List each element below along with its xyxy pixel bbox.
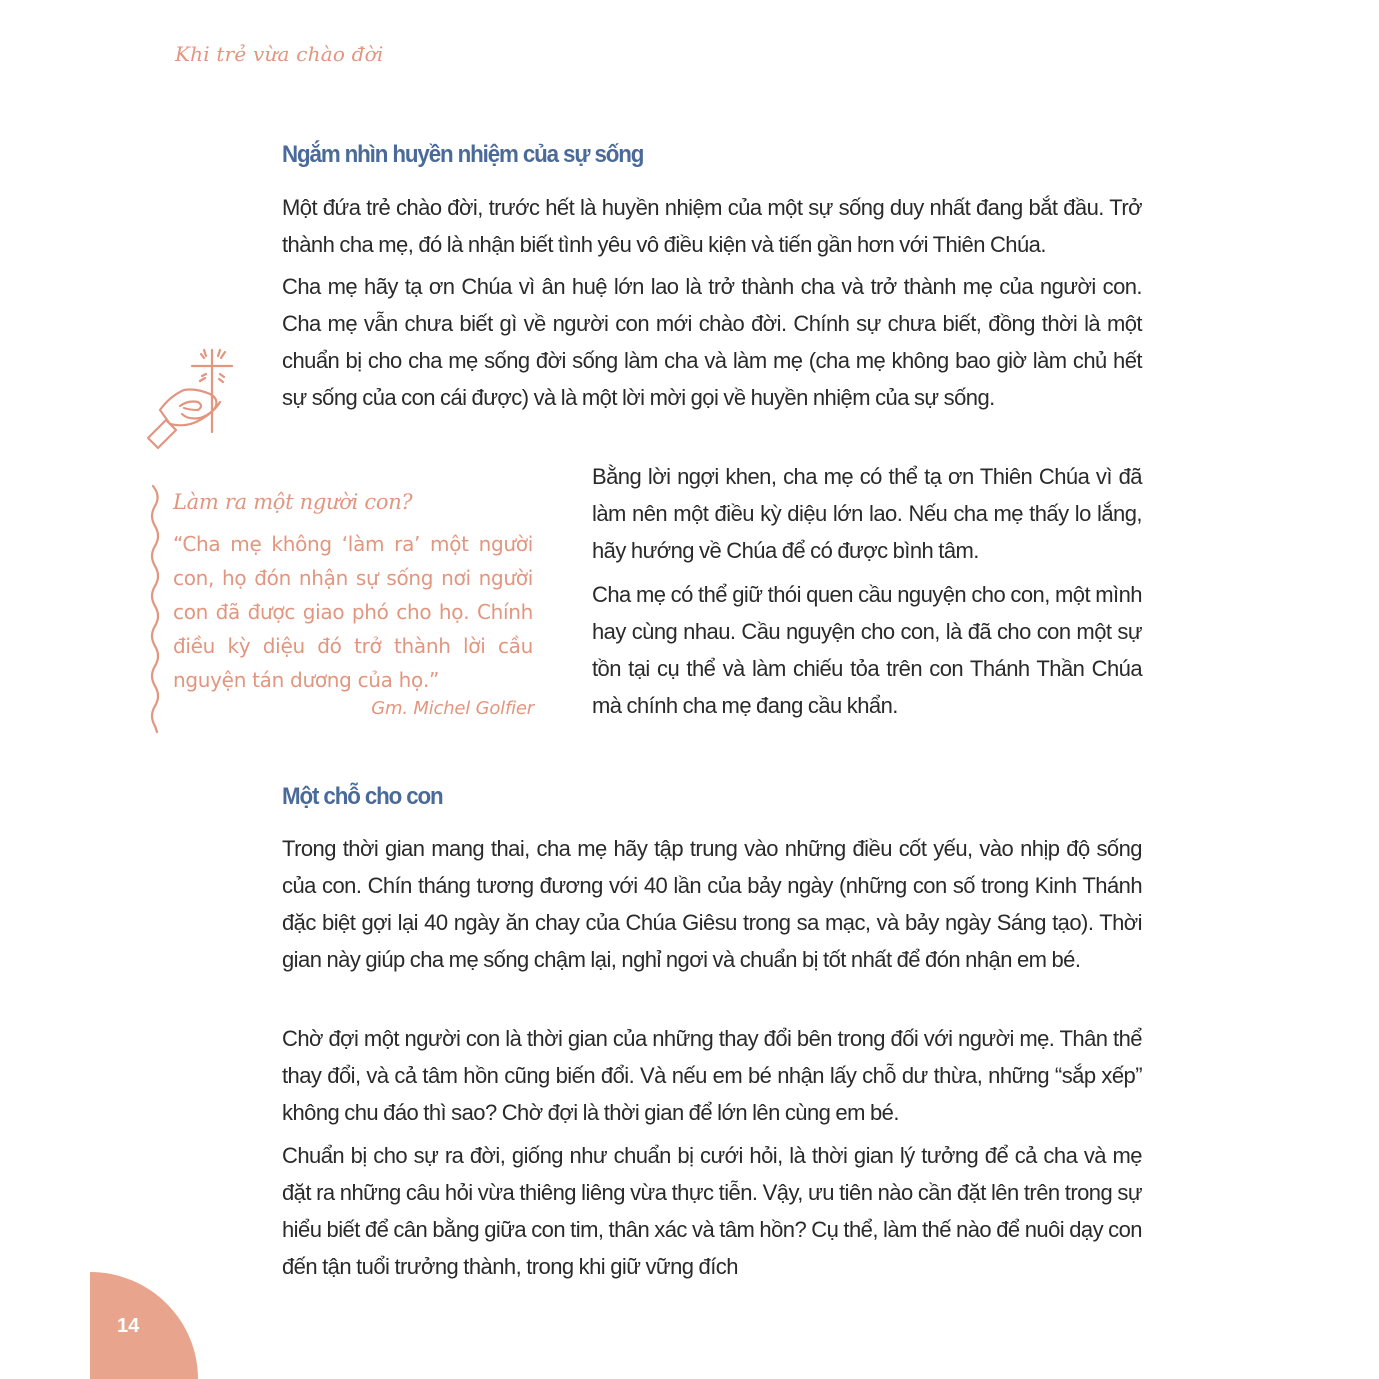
- section-heading-1: Ngắm nhìn huyền nhiệm của sự sống: [282, 141, 644, 168]
- section-heading-2: Một chỗ cho con: [282, 783, 443, 810]
- running-head: Khi trẻ vừa chào đời: [175, 42, 384, 66]
- paragraph: Cha mẹ có thể giữ thói quen cầu nguyện cho con, một mình hay cùng nhau. Cầu nguyện cho con, là đã cho con một sự tồn tại cụ thể và làm chiếu tỏa trên con Thánh Thần Chúa mà chính cha mẹ đang cầu khẩn.: [592, 582, 1142, 718]
- paragraph: Chờ đợi một người con là thời gian của những thay đổi bên trong đối với người mẹ. Thân thể thay đổi, và cả tâm hồn cũng biến đổi. Và nếu em bé nhận lấy chỗ dư thừa, những “sắp xếp” không chu đáo thì sao? Chờ đợi là thời gian để lớn lên cùng em bé.: [282, 1026, 1142, 1125]
- quote-text: “Cha mẹ không ‘làm ra’ một người con, họ đón nhận sự sống nơi người con đã được giao phó cho họ. Chính điều kỳ diệu đó trở thành lời cầu nguyện tán dương của họ.”: [173, 532, 533, 692]
- paragraph: Bằng lời ngợi khen, cha mẹ có thể tạ ơn Thiên Chúa vì đã làm nên một điều kỳ diệu lớn lao. Nếu cha mẹ thấy lo lắng, hãy hướng về Chúa để có được bình tâm.: [592, 464, 1142, 563]
- paragraph: Chuẩn bị cho sự ra đời, giống như chuẩn bị cưới hỏi, là thời gian lý tưởng để cả cha và mẹ đặt ra những câu hỏi vừa thiêng liêng vừa thực tiễn. Vậy, ưu tiên nào cần đặt lên trên trong sự hiểu biết để cân bằng giữa con tim, thân xác và tâm hồn? Cụ thể, làm thế nào để nuôi dạy con đến tận tuổi trưởng thành, trong khi giữ vững đích: [282, 1143, 1142, 1279]
- paragraph: Cha mẹ hãy tạ ơn Chúa vì ân huệ lớn lao là trở thành cha và trở thành mẹ của người con. Cha mẹ vẫn chưa biết gì về người con mới chào đời. Chính sự chưa biết, đồng thời là một chuẩn bị cho cha mẹ sống đời sống làm cha và làm mẹ (cha mẹ không bao giờ làm chủ hết sự sống của con cái được) và là một lời mời gọi về huyền nhiệm của sự sống.: [282, 274, 1142, 410]
- quote-title: Làm ra một người con?: [173, 490, 413, 514]
- page-number: 14: [117, 1315, 140, 1337]
- hand-holding-cross-icon: [140, 340, 250, 455]
- quote-author: Gm. Michel Golfier: [371, 698, 534, 719]
- paragraph: Một đứa trẻ chào đời, trước hết là huyền nhiệm của một sự sống duy nhất đang bắt đầu. Trở thành cha mẹ, đó là nhận biết tình yêu vô điều kiện và tiến gần hơn với Thiên Chúa.: [282, 195, 1142, 257]
- wavy-line-decoration: [145, 484, 165, 734]
- page-number-badge: [90, 1272, 198, 1379]
- pull-quote: [145, 484, 540, 734]
- paragraph: Trong thời gian mang thai, cha mẹ hãy tập trung vào những điều cốt yếu, vào nhịp độ sống của con. Chín tháng tương đương với 40 lần của bảy ngày (những con số trong Kinh Thánh đặc biệt gợi lại 40 ngày ăn chay của Chúa Giêsu trong sa mạc, và bảy ngày Sáng tạo). Thời gian này giúp cha mẹ sống chậm lại, nghỉ ngơi và chuẩn bị tốt nhất để đón nhận em bé.: [282, 836, 1142, 972]
